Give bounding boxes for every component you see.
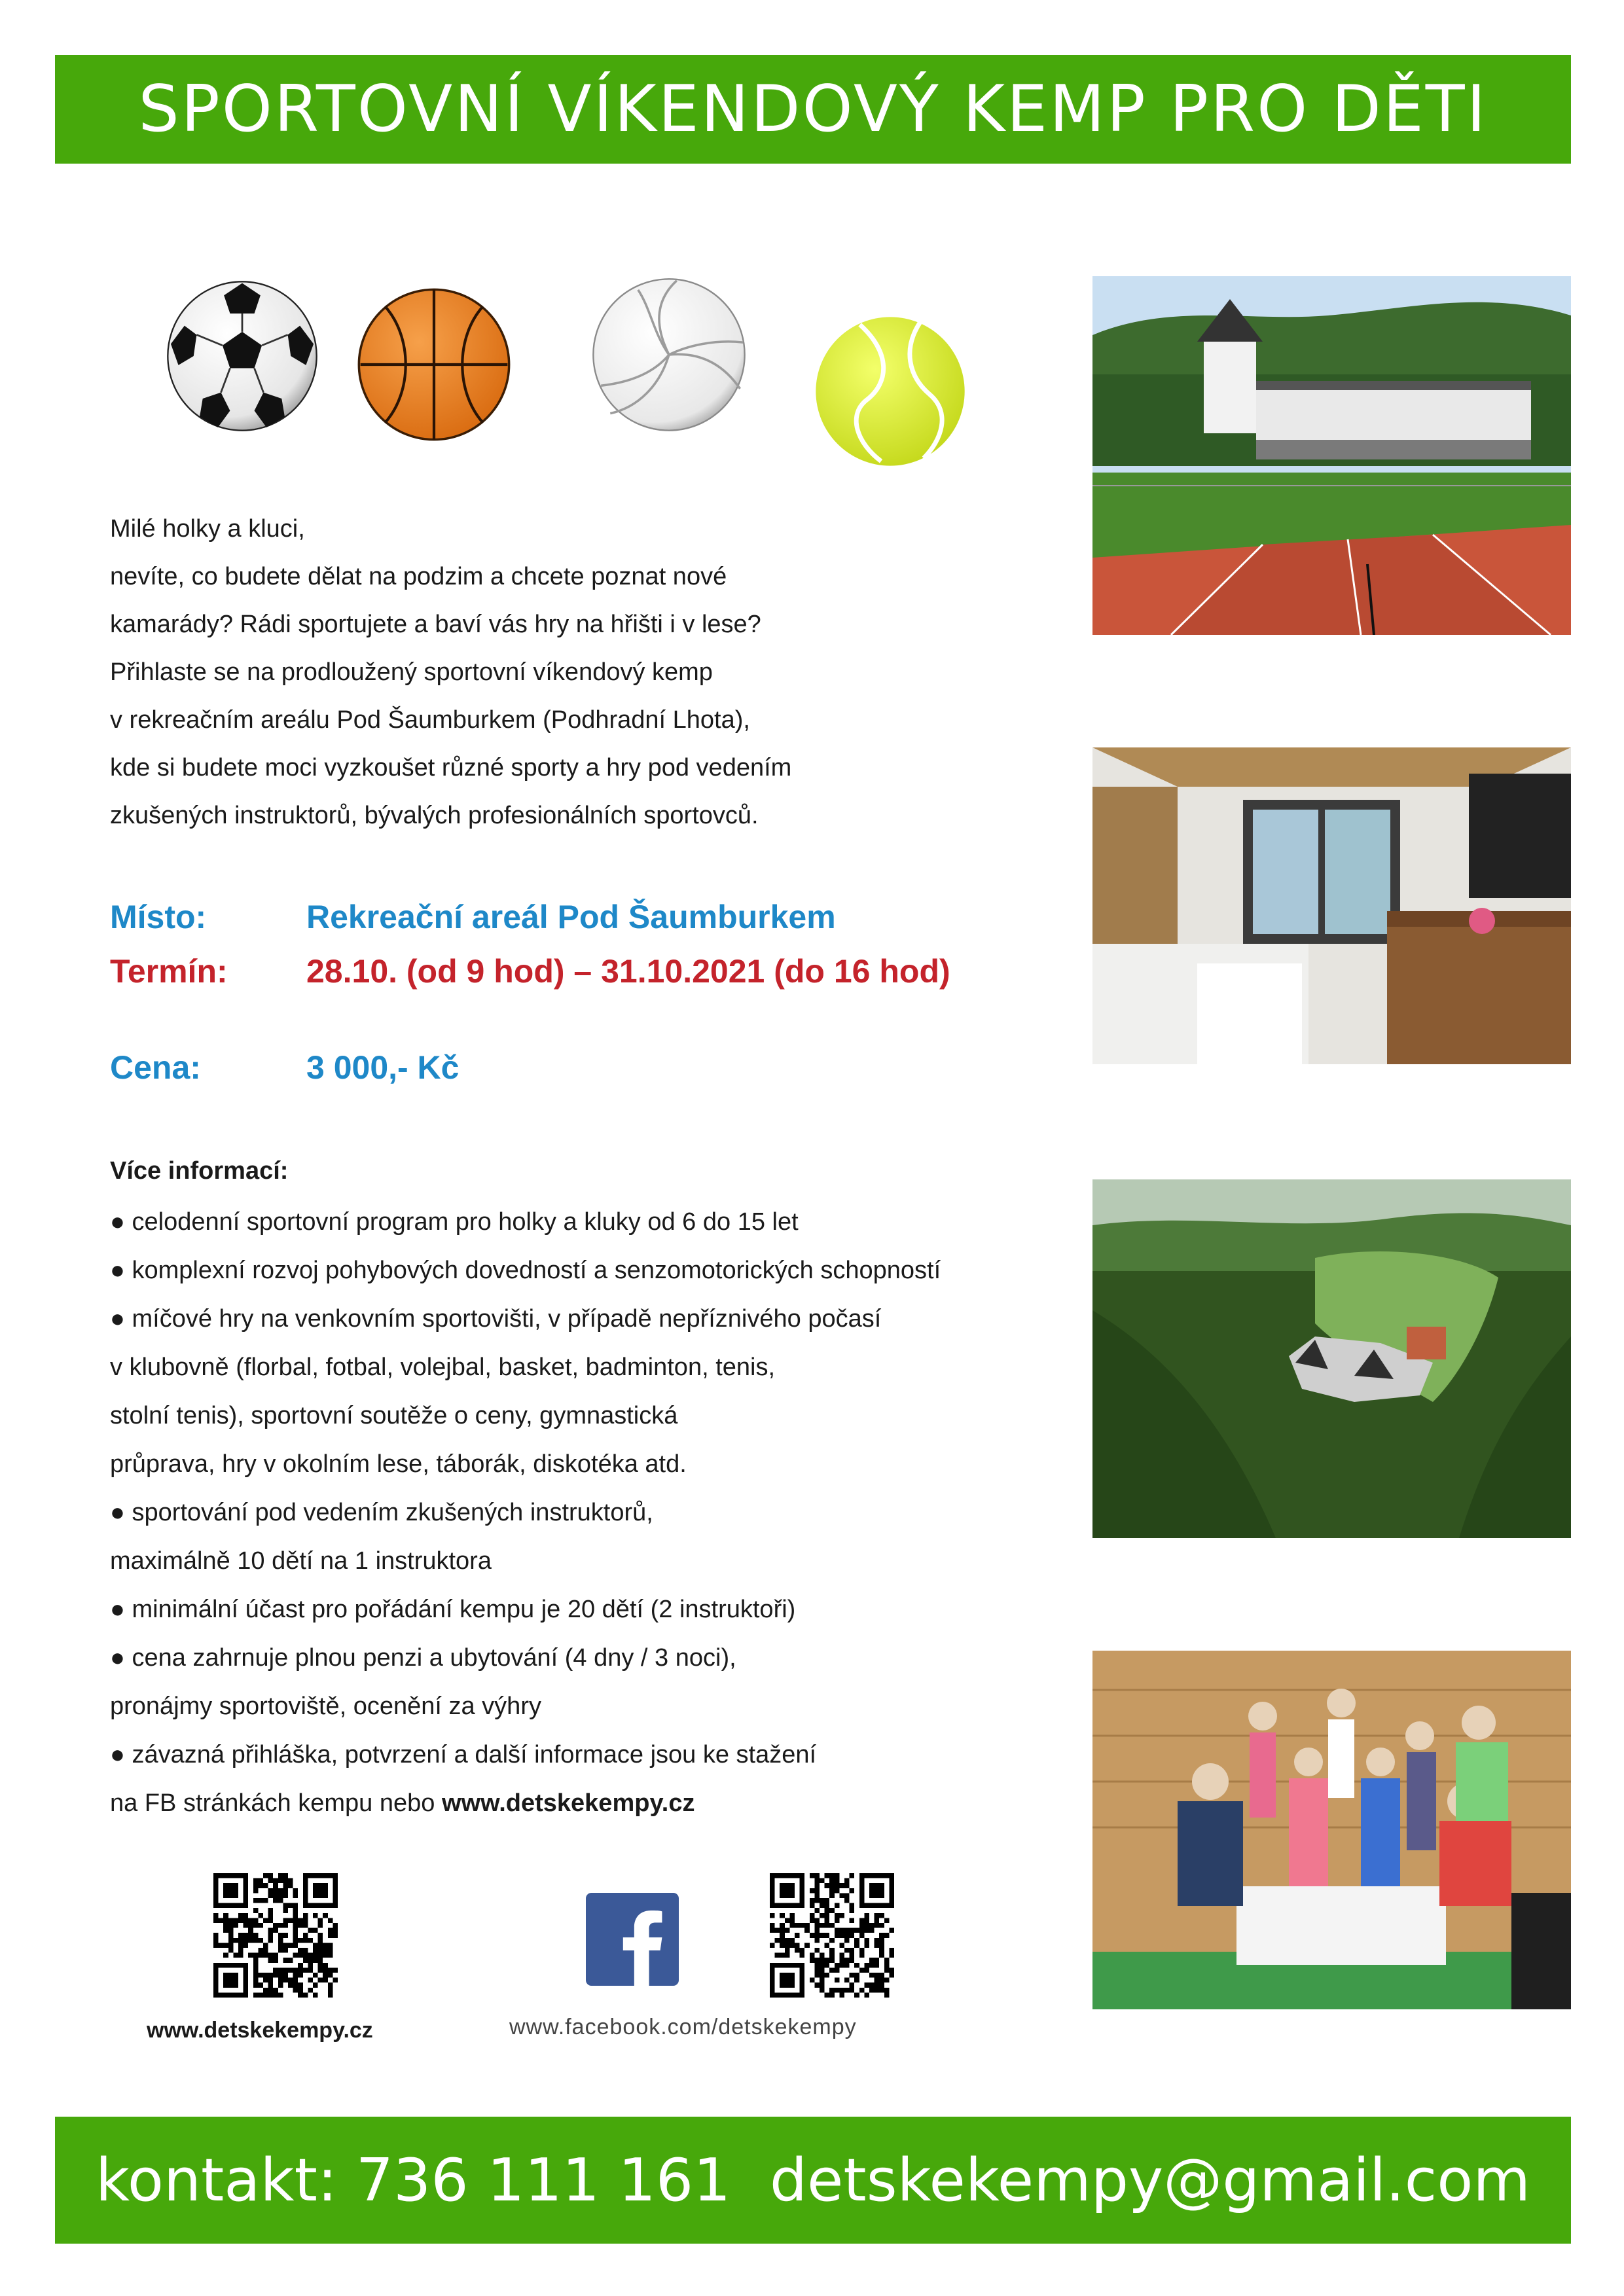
tennis-ball-icon: [814, 315, 966, 467]
intro-line: kamarády? Rádi sportujete a baví vás hry na hřišti i v lese?: [110, 611, 761, 638]
info-line: průprava, hry v okolním lese, táborák, diskotéka atd.: [110, 1450, 687, 1478]
facebook-caption[interactable]: www.facebook.com/detskekempy: [509, 2015, 857, 2039]
info-line: pronájmy sportoviště, ocenění za výhry: [110, 1693, 541, 1720]
info-line-last: [110, 1779, 941, 1827]
info-line: ● komplexní rozvoj pohybových dovedností a senzomotorických schopností: [110, 1257, 941, 1284]
soccer-ball-icon: [166, 280, 318, 432]
website-link[interactable]: www.detskekempy.cz: [441, 1789, 695, 1817]
tennis-court-building-photo: [1092, 276, 1571, 635]
basketball-icon: [357, 288, 511, 441]
kids-with-diplomas-photo: [1092, 1651, 1571, 2009]
contact-banner: [55, 2117, 1571, 2244]
more-info-section: [110, 1147, 941, 1827]
intro-line: v rekreačním areálu Pod Šaumburkem (Podhradní Lhota),: [110, 706, 750, 734]
date-label: Termín:: [110, 953, 228, 990]
place-row: [110, 898, 836, 936]
bedroom-photo: [1092, 747, 1571, 1064]
title-banner: [55, 55, 1571, 164]
aerial-campus-photo: [1092, 1179, 1571, 1538]
contact-email[interactable]: detskekempy@gmail.com: [769, 2145, 1530, 2215]
intro-line: kde si budete moci vyzkoušet různé sporty a hry pod vedením: [110, 754, 792, 781]
info-line: ● závazná přihláška, potvrzení a další informace jsou ke stažení: [110, 1741, 817, 1768]
facebook-qr-code[interactable]: [770, 1873, 894, 1998]
info-line: ● míčové hry na venkovním sportovišti, v případě nepříznivého počasí: [110, 1305, 882, 1333]
volleyball-icon: [592, 278, 746, 432]
price-row: [110, 1049, 459, 1086]
website-qr-code[interactable]: [213, 1873, 338, 1998]
contact-phone[interactable]: kontakt: 736 111 161: [96, 2145, 731, 2215]
price-value: 3 000,- Kč: [306, 1049, 460, 1086]
more-info-heading: Více informací:: [110, 1157, 289, 1185]
intro-line: zkušených instruktorů, bývalých profesionálních sportovců.: [110, 802, 759, 829]
price-label: Cena:: [110, 1049, 201, 1086]
place-value: Rekreační areál Pod Šaumburkem: [306, 899, 836, 935]
info-line: stolní tenis), sportovní soutěže o ceny, gymnastická: [110, 1402, 678, 1429]
intro-line: Přihlaste se na prodloužený sportovní víkendový kemp: [110, 658, 713, 686]
place-label: Místo:: [110, 899, 207, 935]
info-line: maximálně 10 dětí na 1 instruktora: [110, 1547, 492, 1575]
intro-line: nevíte, co budete dělat na podzim a chcete poznat nové: [110, 563, 727, 590]
info-line: ● celodenní sportovní program pro holky a kluky od 6 do 15 let: [110, 1208, 799, 1236]
website-caption[interactable]: www.detskekempy.cz: [147, 2018, 373, 2043]
info-line: ● cena zahrnuje plnou penzi a ubytování (4 dny / 3 noci),: [110, 1644, 736, 1672]
info-line: ● minimální účast pro pořádání kempu je 20 dětí (2 instruktoři): [110, 1596, 796, 1623]
date-value: 28.10. (od 9 hod) – 31.10.2021 (do 16 hod): [306, 953, 950, 990]
info-line: v klubovně (florbal, fotbal, volejbal, basket, badminton, tenis,: [110, 1354, 776, 1381]
intro-text: [110, 505, 791, 840]
intro-line: Milé holky a kluci,: [110, 515, 305, 543]
info-line-prefix: na FB stránkách kempu nebo: [110, 1789, 442, 1817]
facebook-icon[interactable]: [586, 1893, 679, 1986]
page-title: SPORTOVNÍ VÍKENDOVÝ KEMP PRO DĚTI: [138, 72, 1488, 147]
date-row: [110, 952, 950, 990]
info-line: ● sportování pod vedením zkušených instruktorů,: [110, 1499, 653, 1526]
